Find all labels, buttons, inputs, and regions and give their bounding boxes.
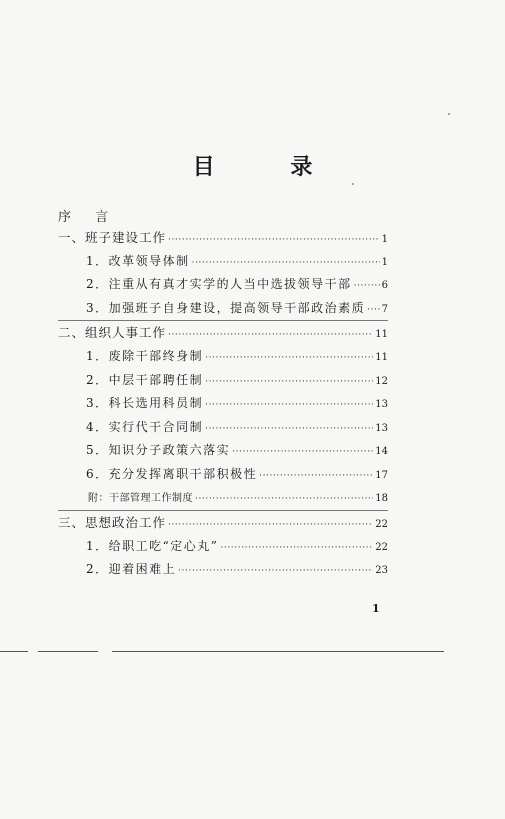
toc-section (58, 226, 388, 250)
toc-label: 一、班子建设工作 (58, 230, 167, 245)
toc-page-number: 11 (375, 351, 388, 363)
preface-heading: 序 言 (58, 210, 119, 225)
toc-page-number: 11 (375, 329, 388, 341)
toc-entry (58, 273, 388, 297)
dot-leader (205, 371, 373, 395)
toc-page-number: 7 (381, 303, 388, 315)
toc-label: 1．给职工吃“定心丸” (86, 538, 219, 553)
toc-entry (58, 369, 388, 393)
toc-page-number: 1 (381, 256, 388, 268)
toc-entry (58, 439, 388, 463)
toc-label: 1．废除干部终身制 (86, 348, 204, 363)
toc-entry (58, 558, 388, 582)
toc-entry (58, 416, 388, 440)
bottom-rule (38, 651, 98, 652)
toc-page-number: 13 (375, 399, 388, 411)
toc-entry (58, 297, 388, 321)
toc-entry (58, 250, 388, 274)
dot-leader (232, 441, 373, 465)
toc-label: 4．实行代干合同制 (86, 419, 204, 434)
toc-appendix (58, 487, 388, 511)
toc-page-number: 22 (375, 541, 388, 553)
toc-label: 2．迎着困难上 (86, 562, 177, 577)
toc-label: 1．改革领导体制 (86, 253, 190, 268)
dot-leader (178, 560, 373, 584)
toc-label: 3．加强班子自身建设，提高领导干部政治素质 (86, 300, 366, 315)
toc-page-number: 1 (381, 234, 388, 245)
dot-leader (205, 394, 373, 418)
toc-label: 附：干部管理工作制度 (88, 492, 193, 504)
toc-page-number: 14 (375, 446, 388, 458)
dot-leader (259, 465, 373, 489)
toc-page-number: 13 (375, 422, 388, 434)
dot-leader (367, 299, 379, 323)
toc-entry (58, 345, 388, 369)
paper-speck (448, 113, 450, 115)
page-number: 1 (372, 602, 380, 615)
toc-section (58, 510, 388, 535)
toc-entry (58, 535, 388, 559)
paper-speck (352, 183, 354, 185)
bottom-rule (0, 651, 28, 652)
dot-leader (192, 252, 380, 276)
toc-section (58, 320, 388, 345)
toc-label: 2．注重从有真才实学的人当中选拔领导干部 (86, 277, 352, 292)
dot-leader (220, 537, 373, 561)
toc-entry (58, 392, 388, 416)
toc-page-number: 6 (381, 280, 388, 292)
dot-leader (195, 488, 373, 512)
toc-page-number: 23 (375, 565, 388, 577)
table-of-contents (58, 226, 388, 582)
bottom-rule (112, 651, 444, 652)
dot-leader (354, 275, 380, 299)
toc-entry (58, 463, 388, 487)
toc-label: 3．科长选用科员制 (86, 396, 204, 411)
toc-page-number: 12 (375, 375, 388, 387)
toc-label: 2．中层干部聘任制 (86, 372, 204, 387)
toc-page-number: 18 (375, 492, 388, 504)
toc-label: 二、组织人事工作 (58, 325, 167, 341)
toc-label: 三、思想政治工作 (58, 515, 167, 531)
page-title: 目 录 (192, 155, 347, 180)
toc-page-number: 17 (375, 469, 388, 481)
toc-label: 6．充分发挥离职干部积极性 (86, 466, 258, 481)
toc-page-number: 22 (375, 519, 388, 531)
dot-leader (205, 418, 373, 442)
dot-leader (205, 347, 373, 371)
toc-label: 5．知识分子政策六落实 (86, 443, 231, 458)
